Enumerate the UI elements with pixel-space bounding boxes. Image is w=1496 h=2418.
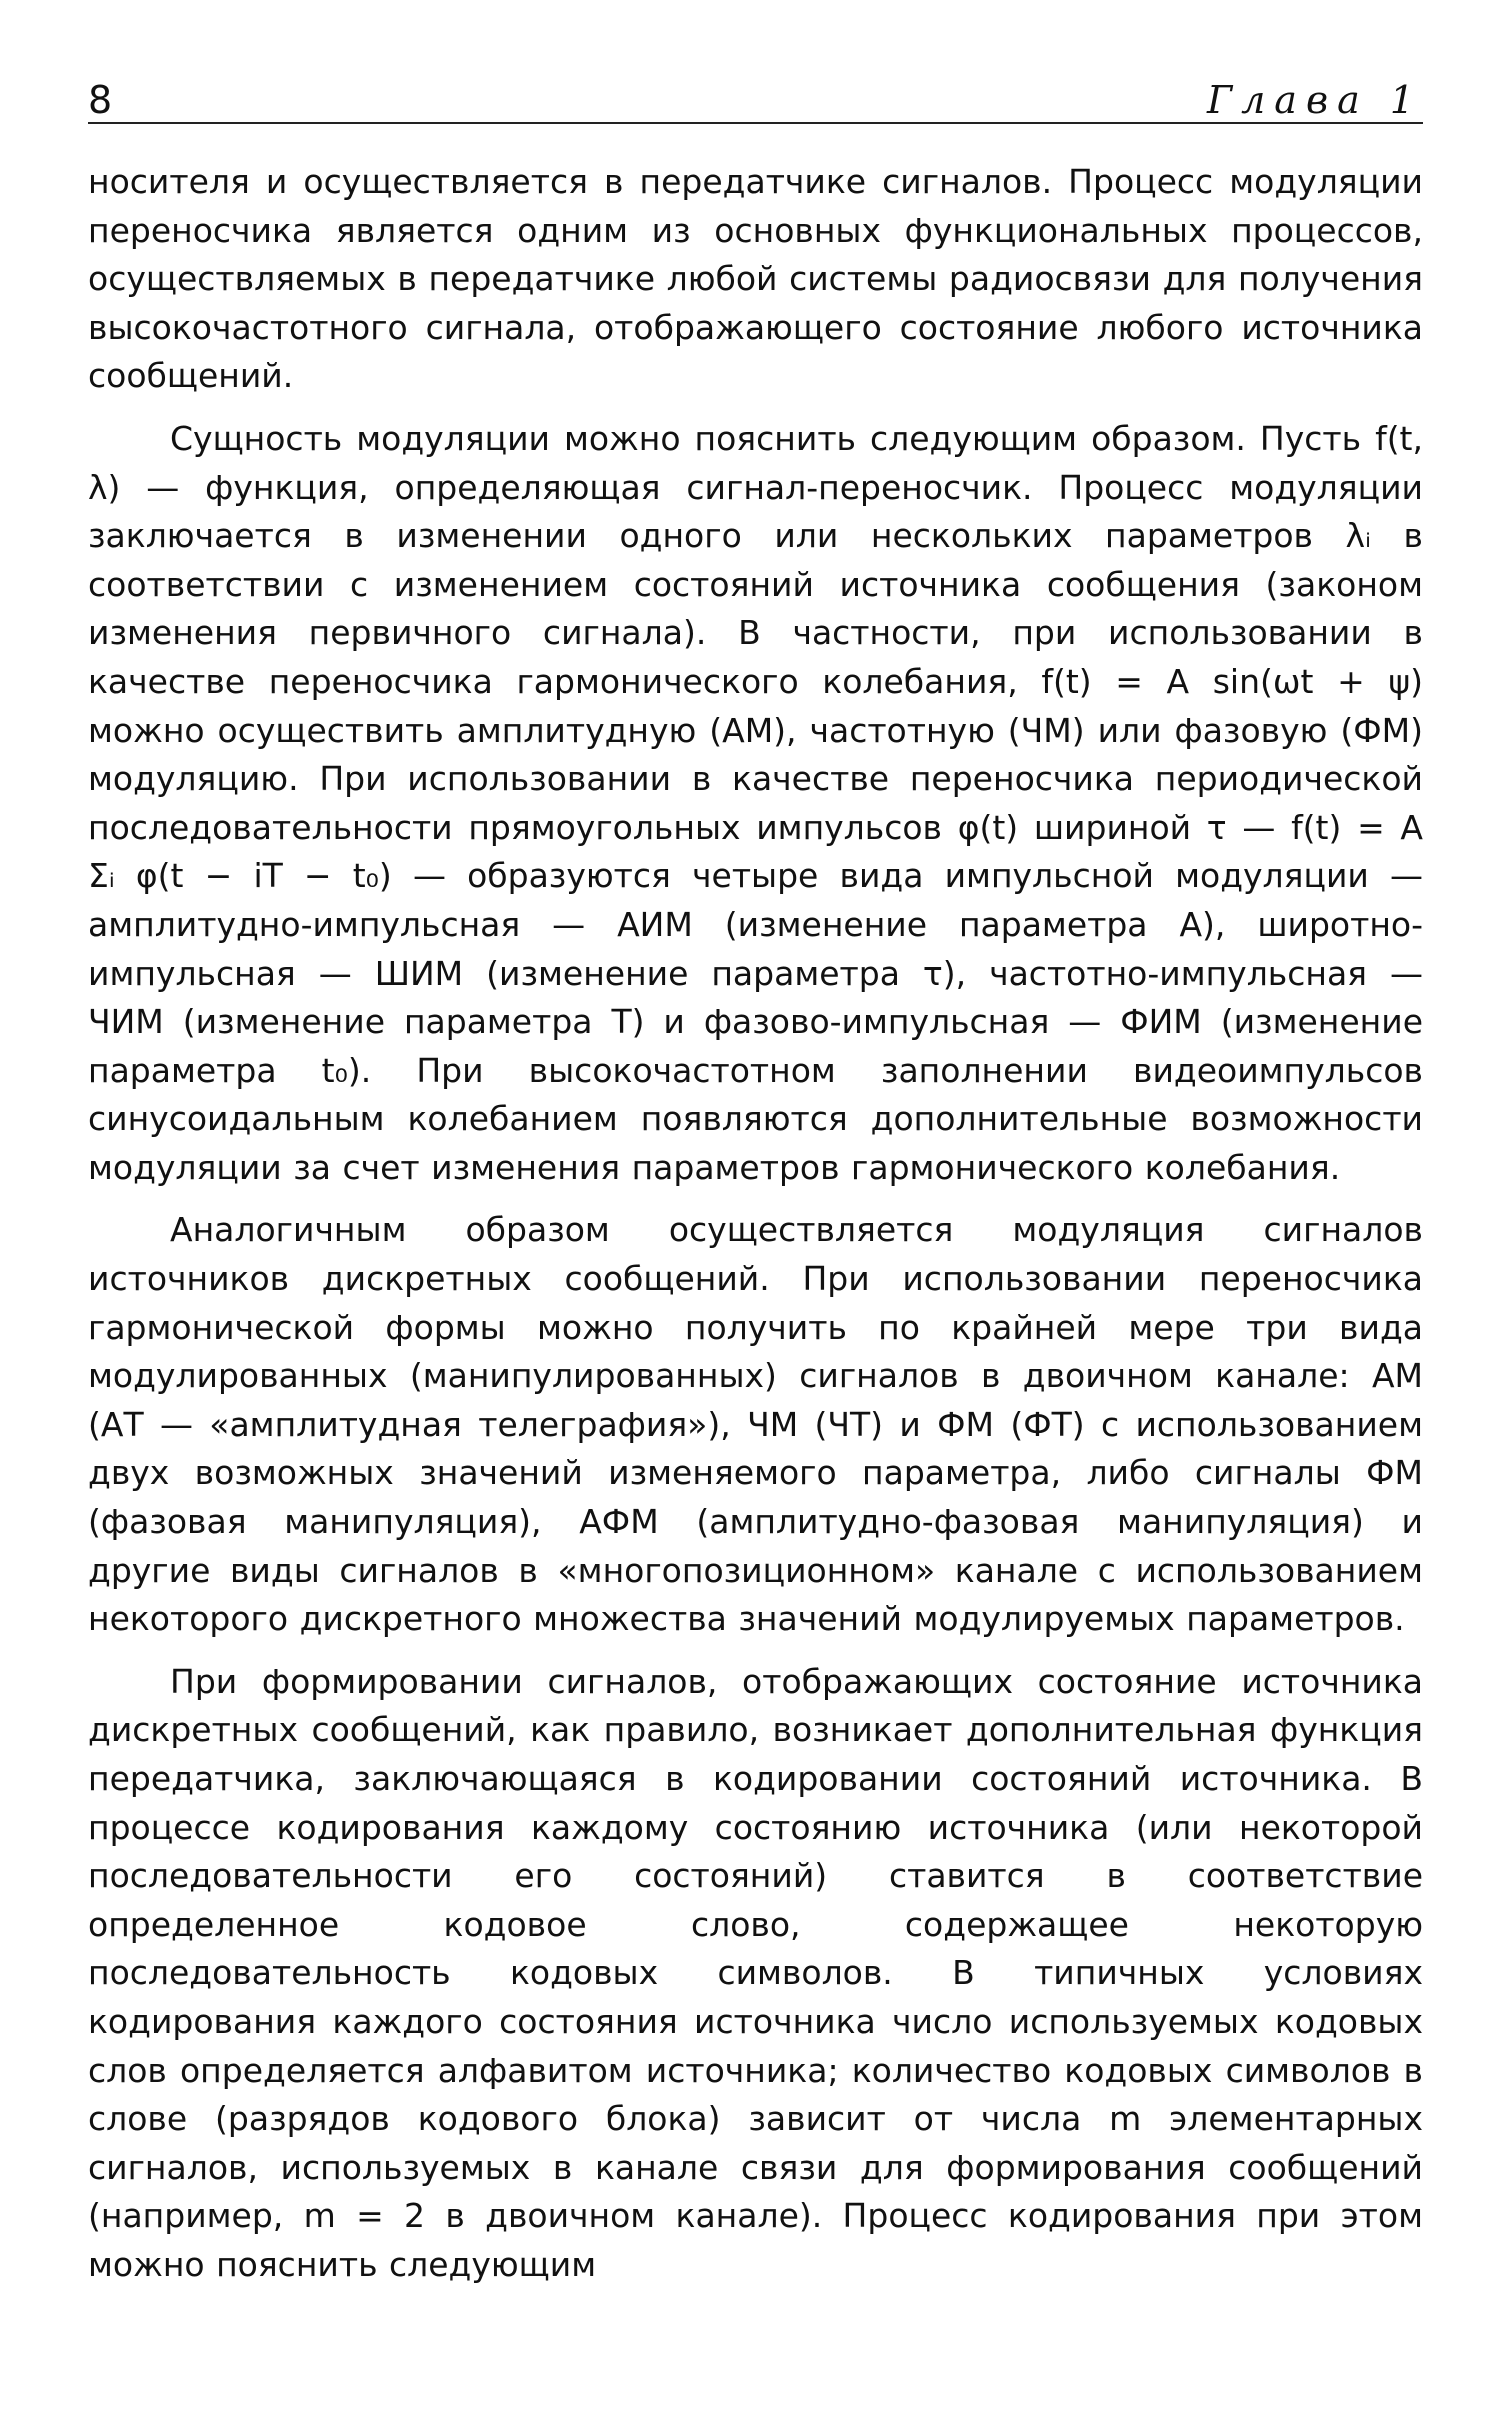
chapter-title: Глава 1	[1206, 78, 1423, 122]
running-header	[88, 78, 1423, 124]
paragraph: При формировании сигналов, отображающих состояние источника дискретных сообщений, как правило, возникает дополнительная функция передатчика, заключающаяся в кодировании состояний источника. В процессе кодирования каждому состоянию источника (или некоторой последовательности его состояний) ставится в соответствие определенное кодовое слово, содержащее некоторую последовательность кодовых символов. В типичных условиях кодирования каждого состояния источника число используемых кодовых слов определяется алфавитом источника; количество кодовых символов в слове (разрядов кодового блока) зависит от числа m элементарных сигналов, используемых в канале связи для формирования сообщений (например, m = 2 в двоичном канале). Процесс кодирования при этом можно пояснить следующим	[88, 1661, 1423, 2284]
paragraph: носителя и осуществляется в передатчике сигналов. Процесс модуляции переносчика является одним из основных функциональных процессов, осуществляемых в передатчике любой системы радиосвязи для получения высокочастотного сигнала, отображающего состояние любого источника сообщений.	[88, 162, 1423, 396]
book-page	[88, 78, 1423, 2304]
paragraph: Сущность модуляции можно пояснить следующим образом. Пусть f(t, λ) — функция, определяющая сигнал-переносчик. Процесс модуляции заключается в изменении одного или нескольких параметров λᵢ в соответствии с изменением состояний источника сообщения (законом изменения первичного сигнала). В частности, при использовании в качестве переносчика гармонического колебания, f(t) = A sin(ωt + ψ) можно осуществить амплитудную (АМ), частотную (ЧМ) или фазовую (ФМ) модуляцию. При использовании в качестве переносчика периодической последовательности прямоугольных импульсов φ(t) шириной τ — f(t) = A Σᵢ φ(t − iT − t₀) — образуются четыре вида импульсной модуляции — амплитудно-импульсная — АИМ (изменение параметра A), широтно-импульсная — ШИМ (изменение параметра τ), частотно-импульсная — ЧИМ (изменение параметра T) и фазово-импульсная — ФИМ (изменение параметра t₀). При высокочастотном заполнении видеоимпульсов синусоидальным колебанием появляются дополнительные возможности модуляции за счет изменения параметров гармонического колебания.	[88, 418, 1423, 1187]
body-text	[88, 158, 1423, 2290]
page-number: 8	[88, 78, 113, 122]
paragraph: Аналогичным образом осуществляется модуляция сигналов источников дискретных сообщений. При использовании переносчика гармонической формы можно получить по крайней мере три вида модулированных (манипулированных) сигналов в двоичном канале: АМ (АТ — «амплитудная телеграфия»), ЧМ (ЧТ) и ФМ (ФТ) с использованием двух возможных значений изменяемого параметра, либо сигналы ФМ (фазовая манипуляция), АФМ (амплитудно-фазовая манипуляция) и другие виды сигналов в «многопозиционном» канале с использованием некоторого дискретного множества значений модулируемых параметров.	[88, 1210, 1423, 1639]
